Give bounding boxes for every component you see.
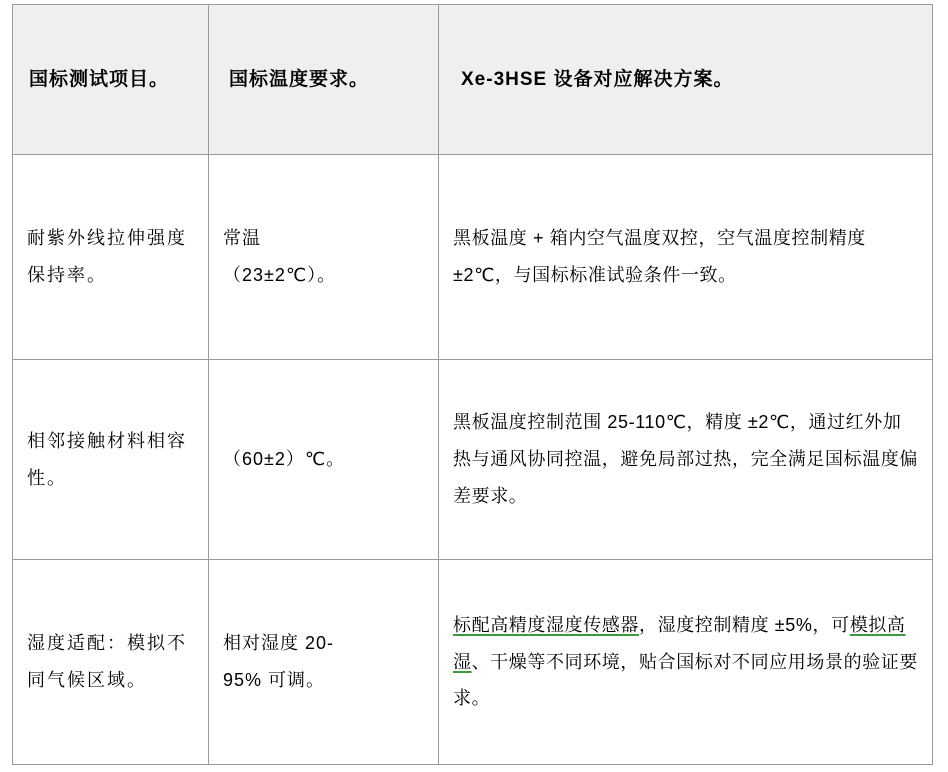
solution-highlight-sensor: 标配高精度湿度传感器	[453, 614, 639, 635]
spec-table	[12, 4, 933, 765]
cell-solution: 黑板温度控制范围 25-110℃，精度 ±2℃，通过红外加热与通风协同控温，避免局部过热，完全满足国标温度偏差要求。	[439, 360, 933, 560]
solution-highlight-humidity: 模拟高湿	[453, 614, 906, 672]
cell-temperature-line-1: 常温	[223, 228, 261, 249]
cell-temperature-line-2: （23±2℃）。	[223, 265, 337, 285]
table-header-row	[13, 5, 933, 155]
table-row	[13, 360, 933, 560]
table-row	[13, 155, 933, 360]
cell-temperature: （60±2）℃。	[209, 360, 439, 560]
cell-solution	[439, 560, 933, 765]
cell-temperature-line-1: 相对湿度 20-	[223, 633, 335, 654]
cell-test-item: 相邻接触材料相容性。	[13, 360, 209, 560]
table-header	[13, 5, 933, 155]
table-row	[13, 560, 933, 765]
document-page	[0, 4, 948, 772]
cell-test-item: 耐紫外线拉伸强度保持率。	[13, 155, 209, 360]
table-body	[13, 155, 933, 765]
column-header-test-item: 国标测试项目。	[13, 5, 209, 155]
cell-temperature	[209, 155, 439, 360]
solution-text-part4: 、干燥等不同环境，贴合国标对不同应用场景的验证要求。	[453, 651, 919, 709]
column-header-solution: Xe-3HSE 设备对应解决方案。	[439, 5, 933, 155]
cell-temperature-line-2: 95% 可调。	[223, 670, 326, 690]
cell-solution: 黑板温度 + 箱内空气温度双控，空气温度控制精度 ±2℃，与国标标准试验条件一致。	[439, 155, 933, 360]
cell-temperature	[209, 560, 439, 765]
cell-test-item: 湿度适配：模拟不同气候区域。	[13, 560, 209, 765]
column-header-temperature-requirement: 国标温度要求。	[209, 5, 439, 155]
solution-text-part2: ，湿度控制精度 ±5%，可	[639, 614, 850, 635]
